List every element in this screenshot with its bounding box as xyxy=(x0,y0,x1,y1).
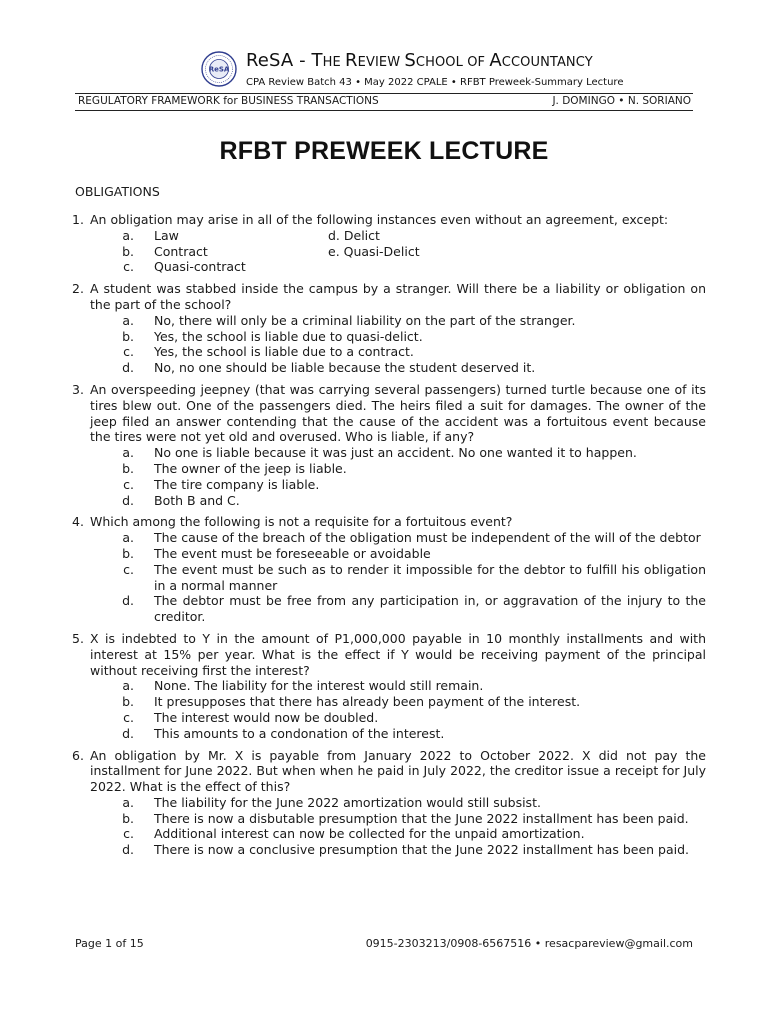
contact-info: 0915-2303213/0908-6567516 • resacpareview@gmail.com xyxy=(365,937,693,950)
authors: J. DOMINGO • N. SORIANO xyxy=(552,95,691,107)
question-6 xyxy=(72,748,706,859)
question-number: 1. xyxy=(72,212,84,227)
question-text: An obligation may arise in all of the following instances even without an agreement, except: xyxy=(90,212,669,227)
option-c: c. Additional interest can now be collected for the unpaid amortization. xyxy=(123,826,585,842)
option-c: c. Yes, the school is liable due to a contract. xyxy=(123,344,414,360)
option-a: a. The cause of the breach of the obligation must be independent of the will of the debtor xyxy=(122,530,701,546)
question-text: A student was stabbed inside the campus by a stranger. Will there be a liability or obligation on the part of the school? xyxy=(90,281,706,312)
school-name-t: T xyxy=(311,50,323,71)
option-d: d. No, no one should be liable because the student deserved it. xyxy=(122,360,536,376)
option-c: c. The interest would now be doubled. xyxy=(123,709,379,725)
question-2 xyxy=(72,281,706,376)
header-rule-bottom xyxy=(75,110,693,111)
header-subtitle: CPA Review Batch 43 • May 2022 CPALE • RFBT Preweek-Summary Lecture xyxy=(246,77,624,88)
option-d: d. Delict xyxy=(328,227,380,243)
question-number: 3. xyxy=(72,381,84,397)
option-a: a. None. The liability for the interest would still remain. xyxy=(122,678,484,694)
question-4 xyxy=(72,514,706,625)
question-number: 2. xyxy=(72,281,84,297)
subject-title: REGULATORY FRAMEWORK for BUSINESS TRANSACTIONS xyxy=(78,95,379,107)
header-rule-top xyxy=(75,93,693,94)
option-b: b. The owner of the jeep is liable. xyxy=(122,460,347,476)
option-a: a. The liability for the June 2022 amortization would still subsist. xyxy=(122,794,541,810)
option-d: d. This amounts to a condonation of the interest. xyxy=(122,725,445,741)
option-c: c. The tire company is liable. xyxy=(123,476,320,492)
question-1 xyxy=(72,212,706,275)
question-text: An overspeeding jeepney (that was carrying several passengers) turned turtle because one of its tires blew out. One of the passengers died. The heirs filed a suit for damages. The owner of the jeep filed an answer contending that the cause of the accident was a fortuitous event because the tires were not yet old and overused. Who is liable, if any? xyxy=(90,381,706,445)
school-title xyxy=(246,50,593,71)
section-heading: OBLIGATIONS xyxy=(75,184,160,199)
school-name-he: HE xyxy=(322,55,346,70)
question-text: X is indebted to Y in the amount of P1,000,000 payable in 10 monthly installments and with interest at 15% per year. What is the effect if Y would be receiving payment of the principal without receiving first the interest? xyxy=(90,630,706,678)
option-d: d. The debtor must be free from any participation in, or aggravation of the injury to the creditor. xyxy=(122,593,706,625)
school-name-r: R xyxy=(345,50,358,71)
option-b: b. Yes, the school is liable due to quasi-delict. xyxy=(122,328,423,344)
option-a: a. No one is liable because it was just an accident. No one wanted it to happen. xyxy=(122,445,637,461)
option-b: b. Contract xyxy=(122,243,208,259)
option-b: b. There is now a disbutable presumption that the June 2022 installment has been paid. xyxy=(122,810,689,826)
question-text: Which among the following is not a requisite for a fortuitous event? xyxy=(90,514,513,530)
school-name-eview: EVIEW xyxy=(357,55,405,70)
question-number: 5. xyxy=(72,630,84,646)
option-b: b. The event must be foreseeable or avoidable xyxy=(122,545,431,561)
question-text: An obligation by Mr. X is payable from January 2022 to October 2022. X did not pay the installment for June 2022. But when when he paid in July 2022, the creditor issue a receipt for July 2022. What is the effect of this? xyxy=(90,747,706,795)
question-list xyxy=(72,212,706,864)
option-d: d. There is now a conclusive presumption that the June 2022 installment has been paid. xyxy=(122,842,690,858)
page-number: Page 1 of 15 xyxy=(75,937,144,950)
option-b: b. It presupposes that there has already been payment of the interest. xyxy=(122,694,581,710)
option-e: e. Quasi-Delict xyxy=(328,243,420,259)
school-short: ReSA xyxy=(246,50,294,71)
school-name-a: A xyxy=(489,50,502,71)
question-3 xyxy=(72,382,706,508)
option-c: c. Quasi-contract xyxy=(123,259,246,275)
logo-lettering: ReSA xyxy=(208,65,230,74)
question-number: 6. xyxy=(72,747,84,763)
option-d: d. Both B and C. xyxy=(122,492,240,508)
page-header xyxy=(0,0,768,120)
school-name-ccountancy: CCOUNTANCY xyxy=(501,55,593,70)
school-dash: - xyxy=(293,50,312,71)
option-c: c. The event must be such as to render it impossible for the debtor to fulfill his obligation in a normal manner xyxy=(123,561,706,593)
option-a: a. Law xyxy=(122,227,179,243)
resa-logo xyxy=(201,51,237,87)
document-title: RFBT PREWEEK LECTURE xyxy=(219,137,549,165)
question-5 xyxy=(72,631,706,742)
school-name-s: S xyxy=(404,50,416,71)
school-name-chool: CHOOL OF xyxy=(415,55,490,70)
option-a: a. No, there will only be a criminal liability on the part of the stranger. xyxy=(122,312,576,328)
question-number: 4. xyxy=(72,514,84,530)
